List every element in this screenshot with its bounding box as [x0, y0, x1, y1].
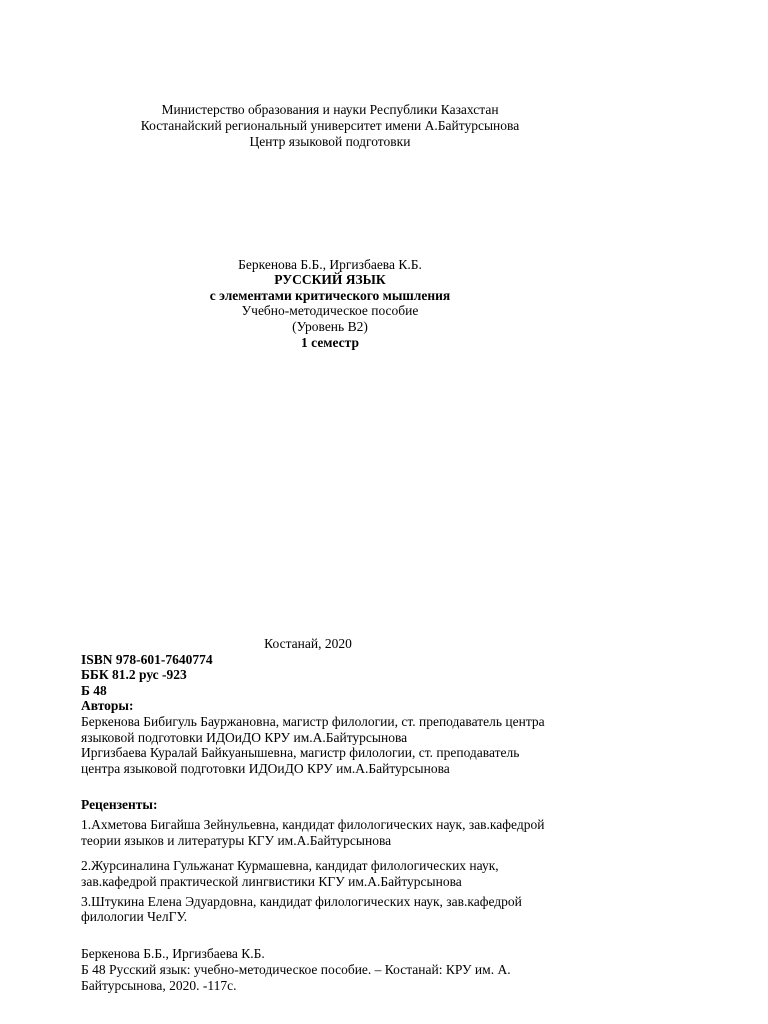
book-title: РУССКИЙ ЯЗЫК: [274, 272, 386, 287]
authors-heading: Авторы:: [81, 698, 134, 713]
author-line: центра языковой подготовки ИДОиДО КРУ им.А.Байтурсынова: [81, 761, 450, 776]
center-name: Центр языковой подготовки: [249, 134, 411, 149]
place-year: Костанай, 2020: [264, 636, 352, 651]
reviewer-3-line-1: 3.Штукина Елена Эдуардовна, кандидат филологических наук, зав.кафедрой: [81, 894, 522, 909]
title-authors: Беркенова Б.Б., Иргизбаева К.Б.: [238, 257, 422, 272]
reviewers-heading: Рецензенты:: [81, 797, 158, 812]
book-semester: 1 семестр: [301, 335, 359, 350]
reviewer-3-line-2: филологии ЧелГУ.: [81, 909, 188, 924]
book-subtitle: с элементами критического мышления: [209, 288, 451, 303]
author-line: Иргизбаева Куралай Байкуанышевна, магистр филологии, ст. преподаватель: [81, 745, 520, 760]
reviewer-1-line-2: теории языков и литературы КГУ им.А.Байтурсынова: [81, 833, 392, 848]
reviewer-1-line-1: 1.Ахметова Бигайша Зейнульевна, кандидат филологических наук, зав.кафедрой: [81, 817, 545, 832]
citation-line-1: Беркенова Б.Б., Иргизбаева К.Б.: [81, 946, 265, 961]
b-code: Б 48: [81, 683, 107, 698]
book-type: Учебно-методическое пособие: [241, 303, 419, 318]
book-level: (Уровень В2): [292, 319, 368, 334]
reviewer-2-line-1: 2.Журсиналина Гульжанат Курмашевна, кандидат филологических наук,: [81, 858, 499, 873]
isbn-code: ISBN 978-601-7640774: [81, 652, 213, 667]
university-name: Костанайский региональный университет имени А.Байтурсынова: [140, 118, 520, 133]
author-line: Беркенова Бибигуль Бауржановна, магистр филологии, ст. преподаватель центра: [81, 714, 545, 729]
reviewer-2-line-2: зав.кафедрой практической лингвистики КГУ им.А.Байтурсынова: [81, 874, 462, 889]
citation-line-3: Байтурсынова, 2020. -117с.: [81, 978, 237, 993]
ministry-name: Министерство образования и науки Республики Казахстан: [161, 102, 499, 117]
citation-line-2: Б 48 Русский язык: учебно-методическое пособие. – Костанай: КРУ им. А.: [81, 962, 511, 977]
author-line: языковой подготовки ИДОиДО КРУ им.А.Байтурсынова: [81, 730, 408, 745]
bbk-code: ББК 81.2 рус -923: [81, 667, 187, 682]
